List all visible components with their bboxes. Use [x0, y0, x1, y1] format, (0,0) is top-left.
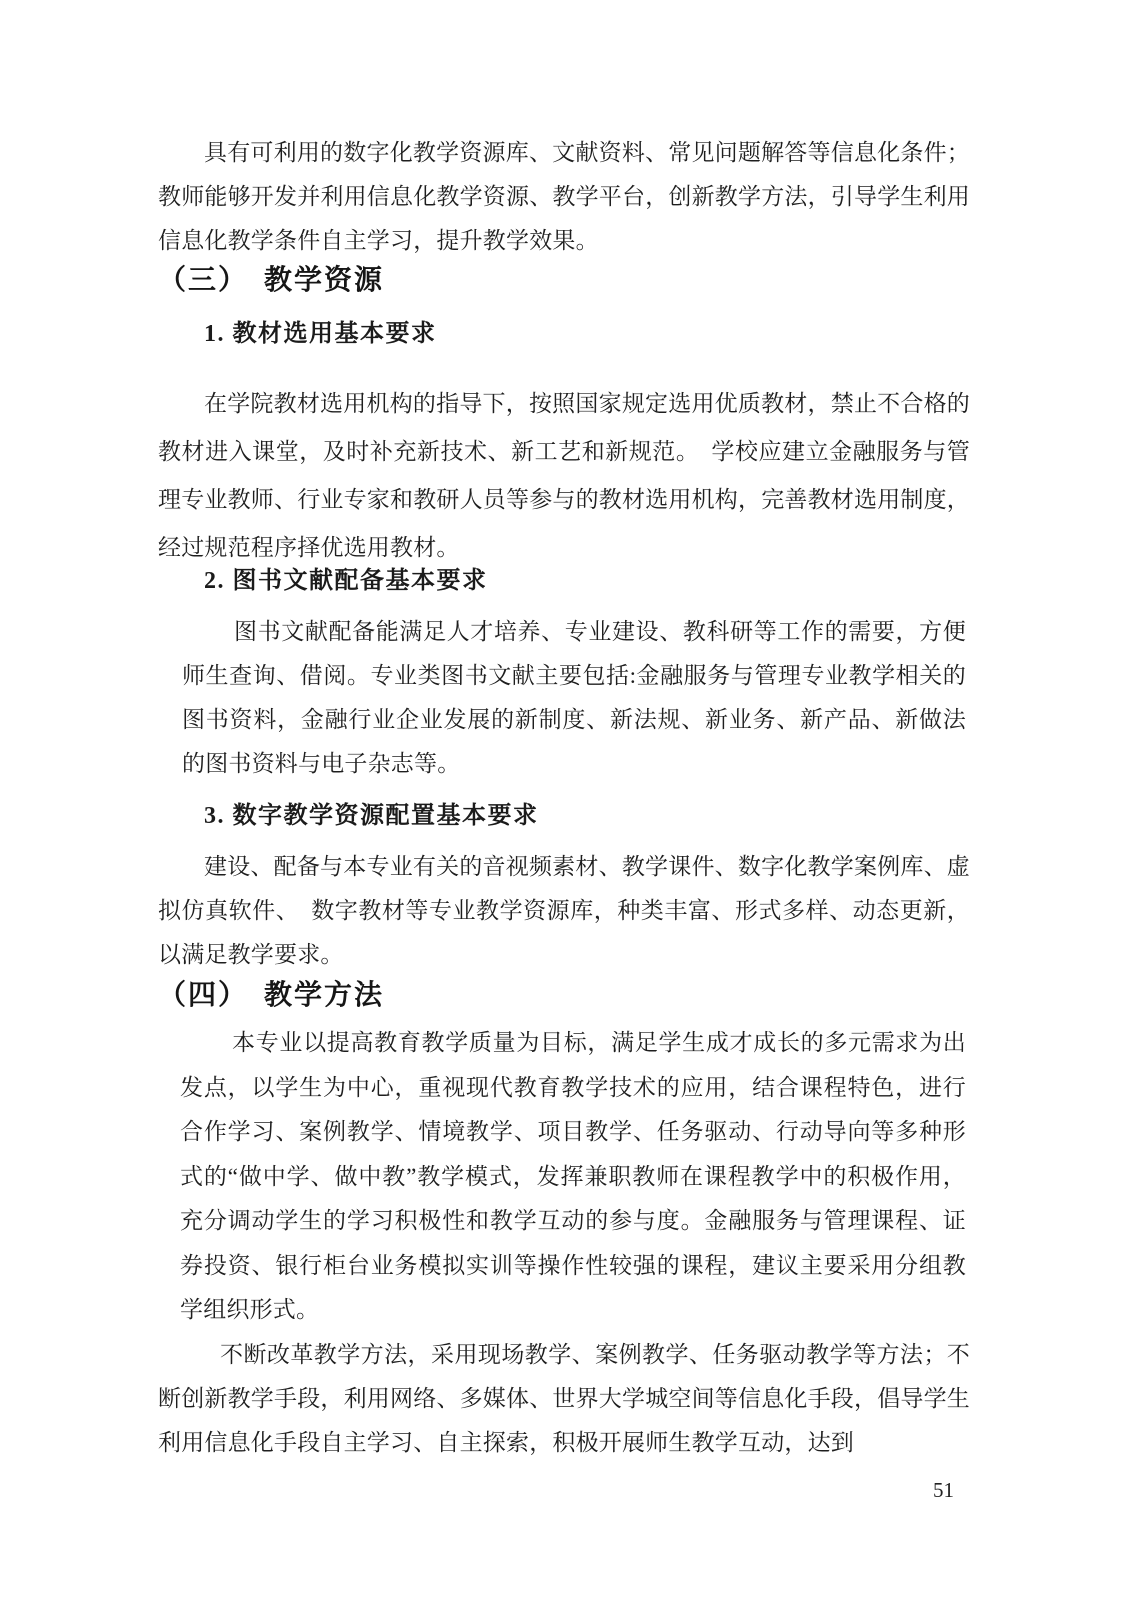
paragraph-teaching-methods-overview: 本专业以提高教育教学质量为目标，满足学生成才成长的多元需求为出发点，以学生为中心，重视现代教育教学技术的应用，结合课程特色，进行合作学习、案例教学、情境教学、项目教学、任务驱动、行动导向等多种形式的“做中学、做中教”教学模式，发挥兼职教师在课程教学中的积极作用，充分调动学生的学习积极性和教学互动的参与度。金融服务与管理课程、证券投资、银行柜台业务模拟实训等操作性较强的课程，建议主要采用分组教学组织形式。 — [180, 1030, 966, 1322]
paragraph-digital-resources: 建设、配备与本专业有关的音视频素材、教学课件、数字化教学案例库、虚拟仿真软件、 数字教材等专业教学资源库，种类丰富、形式多样、动态更新，以满足教学要求。 — [158, 854, 970, 967]
heading-section-4-teaching-methods: （四） 教学方法 — [158, 979, 385, 1010]
paragraph-textbook-selection: 在学院教材选用机构的指导下，按照国家规定选用优质教材，禁止不合格的教材进入课堂，及时补充新技术、新工艺和新规范。 学校应建立金融服务与管理专业教师、行业专家和教研人员等参与的教材选用机构，完善教材选用制度，经过规范程序择优选用教材。 — [158, 391, 970, 560]
page-number: 51 — [933, 1478, 954, 1502]
subheading-library-literature-requirements: 2. 图书文献配备基本要求 — [204, 568, 488, 594]
paragraph-teaching-methods-reform: 不断改革教学方法，采用现场教学、案例教学、任务驱动教学等方法；不断创新教学手段，利用网络、多媒体、世界大学城空间等信息化手段，倡导学生利用信息化手段自主学习、自主探索，积极开展师生教学互动，达到 — [158, 1342, 970, 1455]
paragraph-library-literature: 图书文献配备能满足人才培养、专业建设、教科研等工作的需要，方便师生查询、借阅。专业类图书文献主要包括:金融服务与管理专业教学相关的图书资料，金融行业企业发展的新制度、新法规、新业务、新产品、新做法的图书资料与电子杂志等。 — [182, 619, 966, 776]
heading-section-3-teaching-resources: （三） 教学资源 — [158, 264, 385, 295]
paragraph-informatization-conditions: 具有可利用的数字化教学资源库、文献资料、常见问题解答等信息化条件；教师能够开发并利用信息化教学资源、教学平台，创新教学方法，引导学生利用信息化教学条件自主学习，提升教学效果。 — [158, 140, 970, 253]
subheading-textbook-selection-requirements: 1. 教材选用基本要求 — [204, 321, 437, 347]
subheading-digital-resource-requirements: 3. 数字教学资源配置基本要求 — [204, 803, 539, 829]
